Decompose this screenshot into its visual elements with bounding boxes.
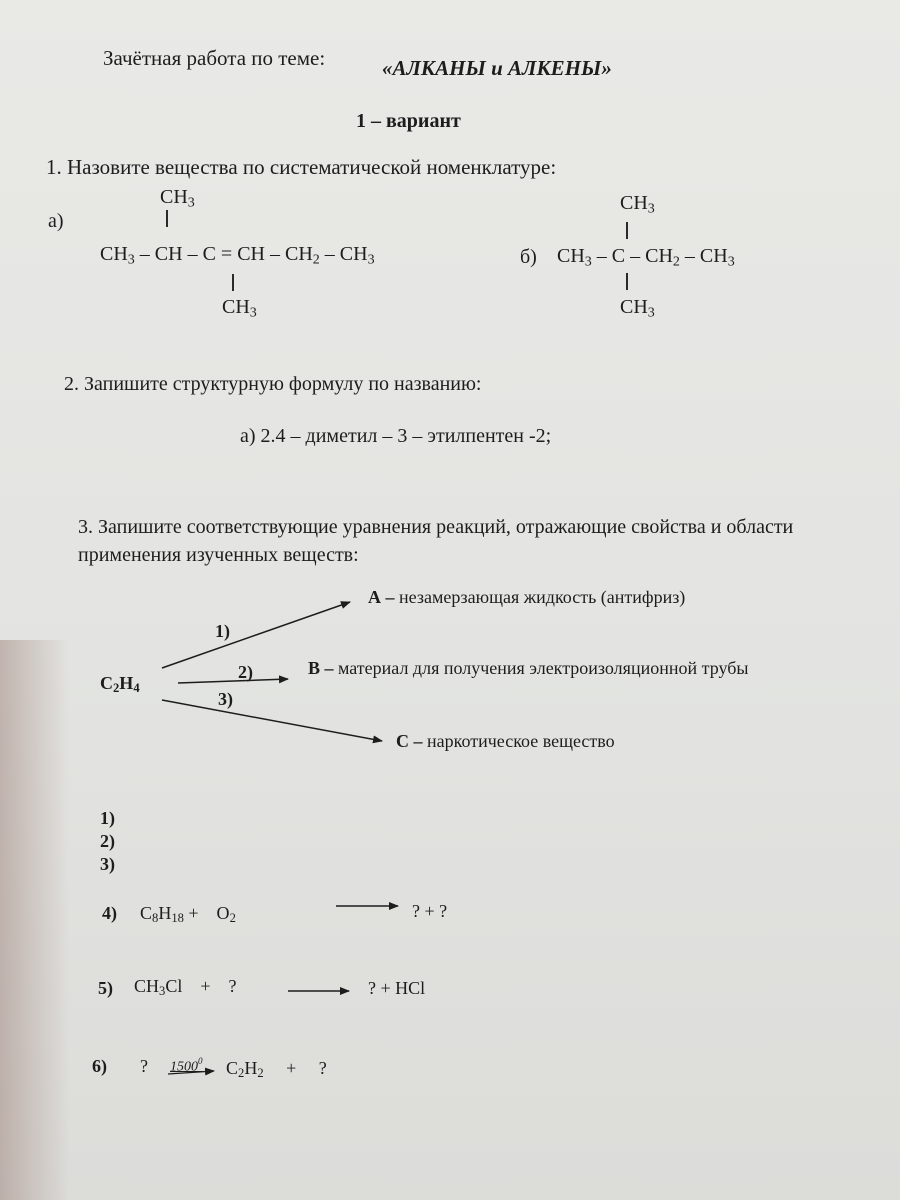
eq5-number: 5) bbox=[98, 978, 113, 998]
task1a-main-chain: $CH_3$ – CH – C = CH – $CH_2 - CH_3$ bbox=[100, 243, 375, 268]
task1a-label: а) bbox=[48, 210, 64, 232]
task2-prompt: 2. Запишите структурную формулу по названию: bbox=[64, 373, 482, 395]
eq4-left: $C_8H_{18}$ + $O_2$ bbox=[140, 903, 236, 926]
task1b-label: б) bbox=[520, 246, 537, 268]
eq6-right: $C_2H_2$ + ? bbox=[226, 1058, 327, 1081]
arrow-2 bbox=[178, 679, 288, 683]
task1b-top-methyl: $CH_3$ bbox=[620, 192, 655, 217]
task1a-bottom-methyl: $CH_3$ bbox=[222, 296, 257, 321]
eq-number-1: 1) bbox=[100, 808, 115, 828]
task1b-main-chain: $CH_3$ – C – $CH_2 - CH_3$ bbox=[557, 245, 735, 270]
eq6-left: ? bbox=[140, 1056, 148, 1076]
task1-prompt: 1. Назовите вещества по систематической номенклатуре: bbox=[46, 155, 557, 179]
arrow3-label: 3) bbox=[218, 689, 233, 709]
eq-number-3: 3) bbox=[100, 854, 115, 874]
eq4-number: 4) bbox=[102, 903, 117, 923]
title-prefix: Зачётная работа по теме: bbox=[103, 46, 326, 70]
eq4-right: ? + ? bbox=[412, 901, 448, 921]
task2-item-a: а) 2.4 – диметил – 3 – этилпентен -2; bbox=[240, 425, 552, 447]
eq6-number: 6) bbox=[92, 1056, 107, 1076]
product-c: С – наркотическое вещество bbox=[396, 731, 615, 751]
scheme-source-ethylene: $C_2H_4$ bbox=[100, 673, 140, 696]
arrow2-label: 2) bbox=[238, 662, 253, 682]
eq5-left: $CH_3Cl$ + ? bbox=[134, 976, 237, 999]
task1b-bottom-methyl: $CH_3$ bbox=[620, 296, 655, 321]
task3-prompt-line1: 3. Запишите соответствующие уравнения реакций, отражающие свойства и области bbox=[78, 516, 794, 538]
product-a: А – незамерзающая жидкость (антифриз) bbox=[368, 587, 686, 607]
arrow-3 bbox=[162, 700, 382, 741]
eq5-right: ? + HCl bbox=[368, 978, 426, 998]
task3-prompt-line2: применения изученных веществ: bbox=[78, 544, 359, 566]
variant-label: 1 – вариант bbox=[356, 110, 461, 132]
arrow1-label: 1) bbox=[215, 621, 230, 641]
task1a-top-methyl: $CH_3$ bbox=[160, 186, 195, 211]
product-b: В – материал для получения электроизоляционной трубы bbox=[308, 658, 749, 678]
title-topic: «АЛКАНЫ и АЛКЕНЫ» bbox=[382, 56, 612, 80]
eq-number-2: 2) bbox=[100, 831, 115, 851]
eq6-condition: 1500$^0$ bbox=[170, 1056, 203, 1075]
